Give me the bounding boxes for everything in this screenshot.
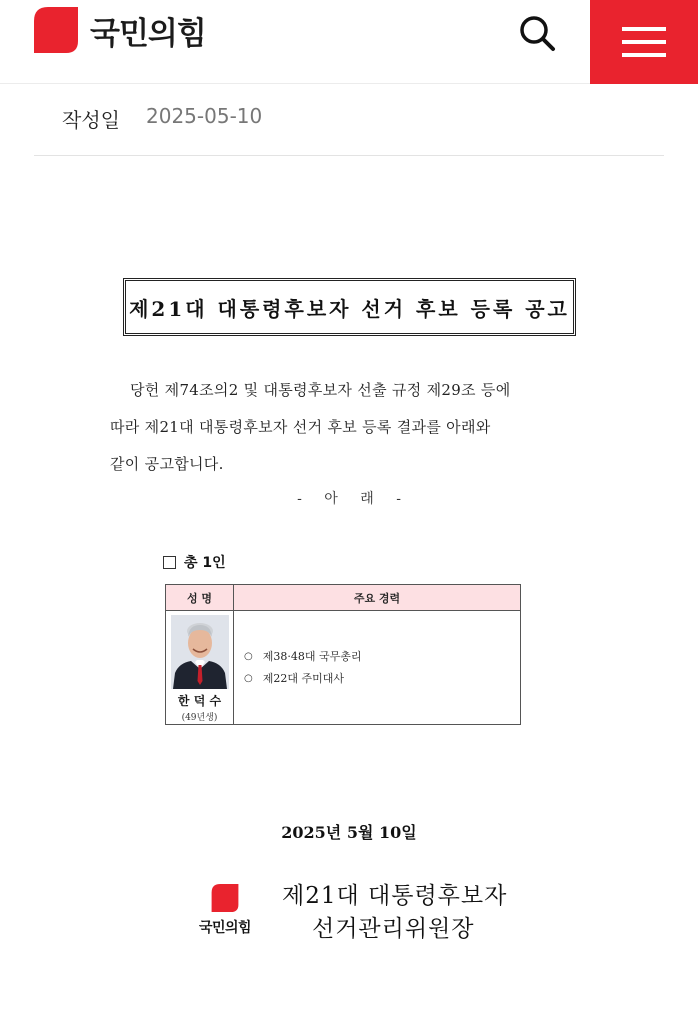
- body-line: 같이 공고합니다.: [110, 455, 224, 473]
- candidate-name: 한 덕 수: [177, 694, 222, 708]
- checkbox-square-icon: [163, 556, 176, 569]
- below-marker: - 아 래 -: [297, 491, 401, 507]
- notice-title-box: [123, 278, 576, 336]
- list-item: [244, 668, 520, 690]
- notice-body: [110, 372, 596, 483]
- candidate-photo: [171, 615, 229, 689]
- body-line: 당헌 제74조의2 및 대통령후보자 선출 규정 제29조 등에: [130, 381, 511, 399]
- search-icon: [517, 13, 557, 53]
- site-header: [0, 0, 698, 84]
- career-text: 제38·48대 국무총리: [262, 649, 362, 663]
- table-header-career: 주요 경력: [234, 585, 521, 611]
- committee-line: 제21대 대통령후보자: [282, 883, 508, 909]
- menu-button[interactable]: [590, 0, 698, 84]
- post-meta: [34, 84, 664, 156]
- career-text: 제22대 주미대사: [262, 671, 344, 685]
- list-item: [244, 646, 520, 668]
- career-cell: [234, 611, 521, 725]
- table-header-name: 성 명: [166, 585, 234, 611]
- home-logo-link[interactable]: [34, 7, 206, 53]
- circle-bullet-icon: ○: [244, 650, 253, 662]
- circle-bullet-icon: ○: [244, 672, 253, 684]
- notice-title: 제21대 대통령후보자 선거 후보 등록 공고: [129, 296, 570, 321]
- committee-line: 선거관리위원장: [312, 916, 475, 942]
- issue-date: 2025년 5월 10일: [281, 823, 417, 842]
- candidate-count: [163, 552, 226, 572]
- candidate-count-text: 총 1인: [184, 555, 226, 571]
- candidate-birth: (49년생): [181, 713, 218, 723]
- candidate-cell: [166, 611, 234, 725]
- search-button[interactable]: [512, 8, 562, 58]
- party-seal: [192, 884, 258, 937]
- committee-signature: [282, 880, 542, 946]
- table-row: [166, 611, 521, 725]
- logo-text: 국민의힘: [90, 15, 206, 52]
- hamburger-menu-icon: [622, 25, 666, 59]
- date-value: 2025-05-10: [146, 104, 263, 128]
- seal-text: 국민의힘: [198, 920, 252, 936]
- party-logo-icon: [211, 884, 239, 912]
- date-label: 작성일: [62, 108, 120, 132]
- candidate-table: [165, 584, 521, 725]
- body-line: 따라 제21대 대통령후보자 선거 후보 등록 결과를 아래와: [110, 418, 491, 436]
- party-logo-icon: [34, 7, 78, 53]
